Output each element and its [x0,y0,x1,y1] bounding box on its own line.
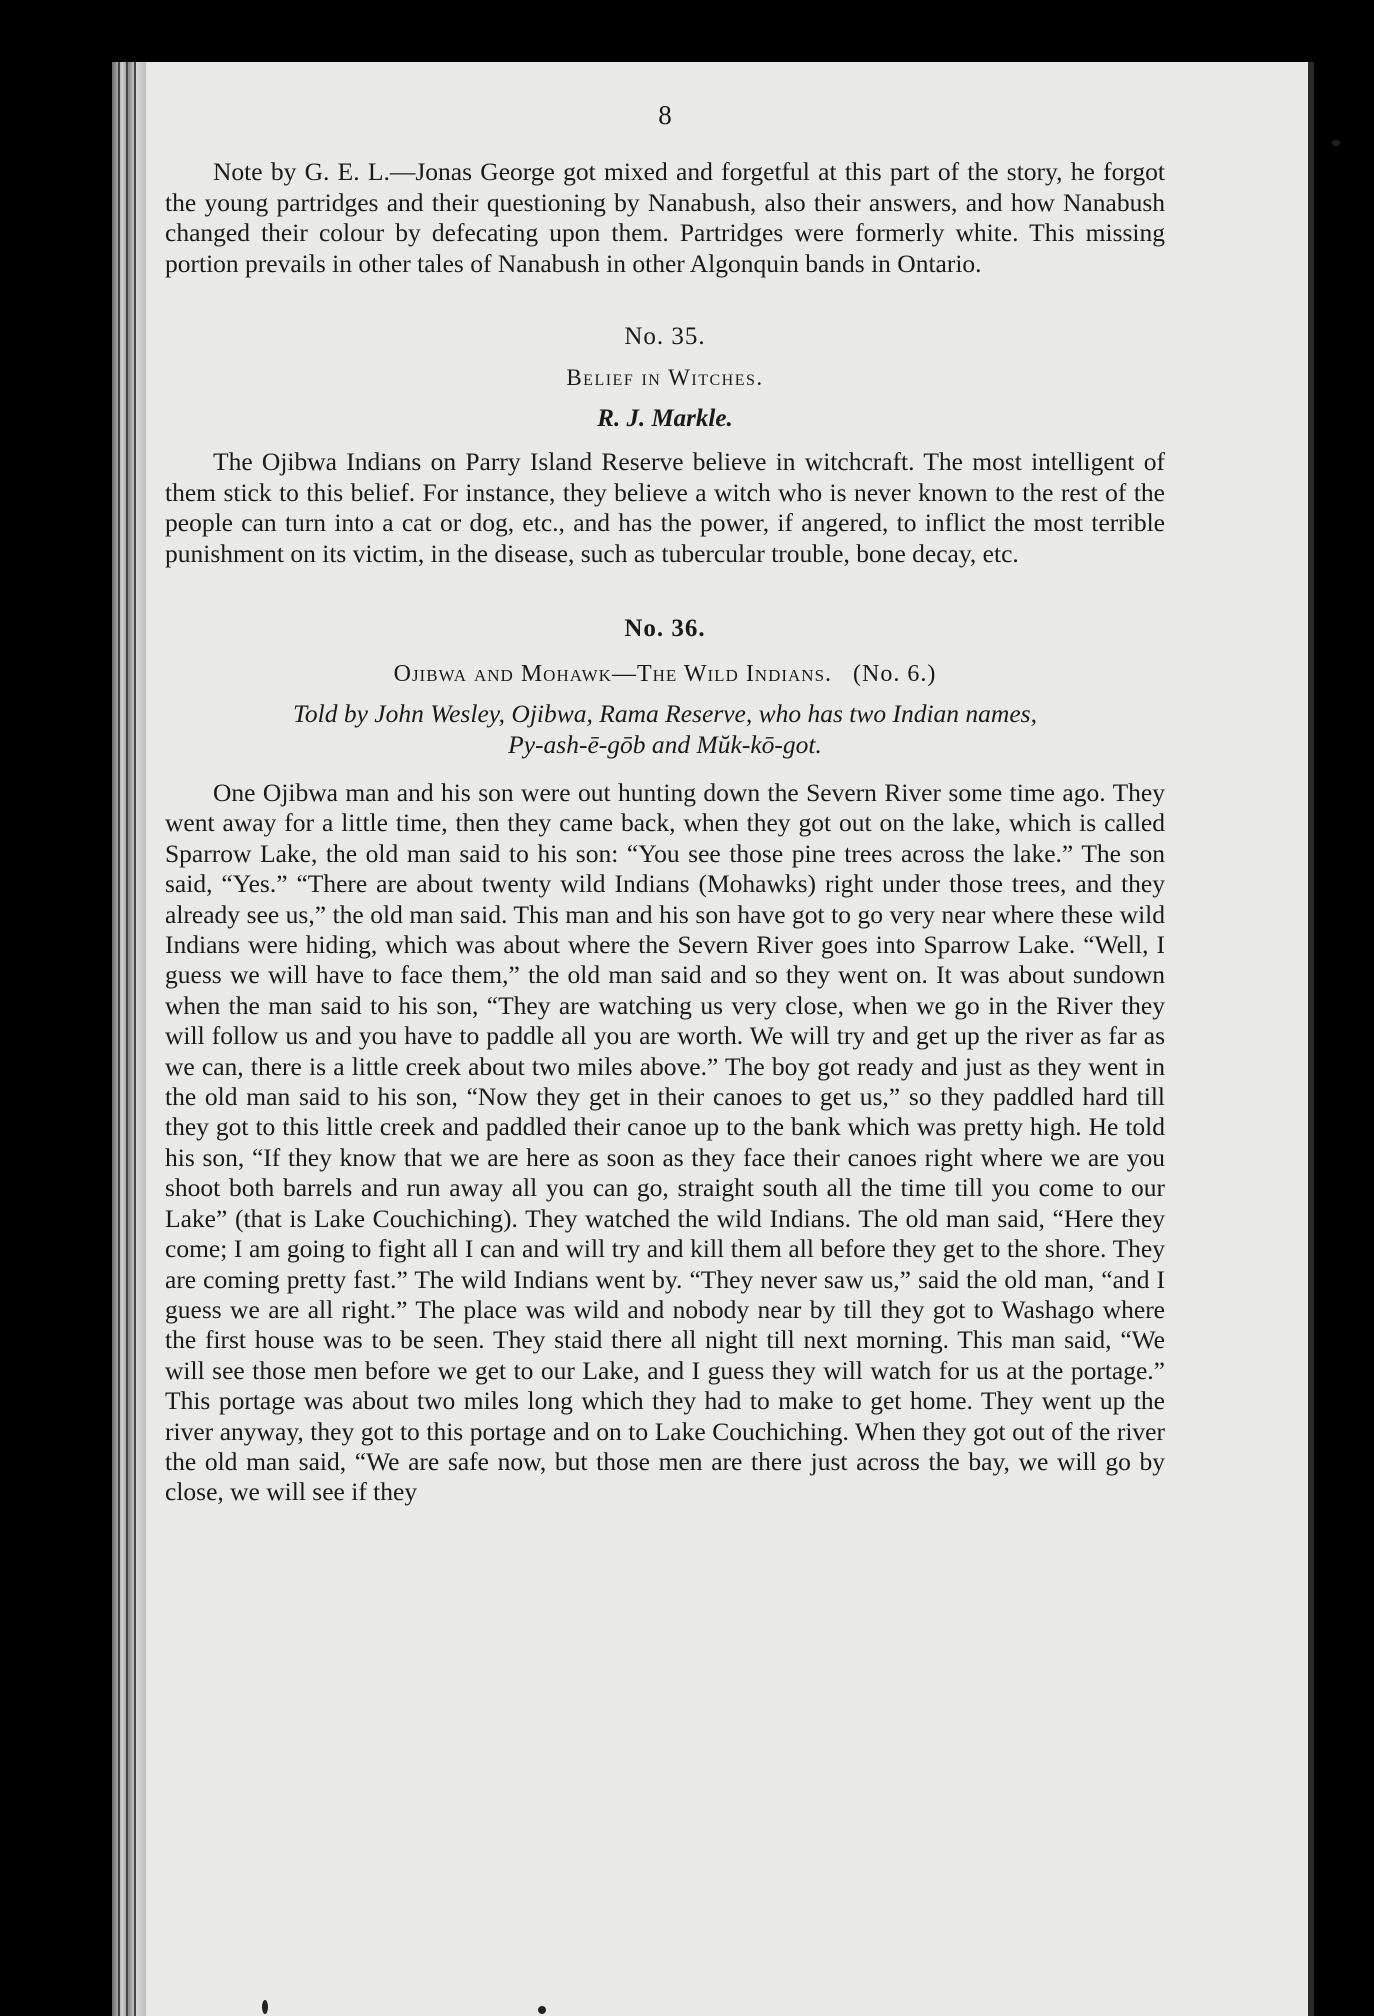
spine-line [118,62,120,2016]
section-number-36: No. 36. [624,615,706,642]
section-title-36-text: Ojibwa and Mohawk—The Wild Indians. [393,661,833,687]
scan-speck [538,2006,546,2014]
page-number: 8 [658,100,672,130]
section-subnumber-36: (No. 6.) [853,661,937,687]
editor-note: Note by G. E. L.—Jonas George got mixed and forgetful at this part of the story, he forgot the young partridges and their questioning by Nanabush, also their answers, and how Nanabush changed their colour by defecating upon them. Partridges were formerly white. This missing portion prevails in other tales of Nanabush in other Algonquin bands in Ontario. [165,157,1165,278]
section-body-36: One Ojibwa man and his son were out hunting down the Severn River some time ago. They went away for a little time, then they came back, when they got out on the lake, which is called Sparrow Lake, the old man said to his son: “You see those pine trees across the lake.” The son said, “Yes.” “There are about twenty wild Indians (Mohawks) right under those trees, and they already see us,” the old man said. This man and his son have got to go very near where these wild Indians were hiding, which was about where the Severn River goes into Sparrow Lake. “Well, I guess we will have to face them,” the old man said and so they went on. It was about sundown when the man said to his son, “They are watching us very close, when we go in the River they will follow us and you have to paddle all you are worth. We will try and get up the river as far as we can, there is a little creek about two miles above.” The boy got ready and just as they went in the old man said to his son, “Now they get in their canoes to get us,” so they paddled hard till they got to this little creek and paddled their canoe up to the bank which was pretty high. He told his son, “If they know that we are here as soon as they face their canoes right where we are you shoot both barrels and run away all you can go, straight south all the time till you come to our Lake” (that is Lake Couchiching). They watched the wild Indians. The old man said, “Here they come; I am going to fight all I can and will try and kill them all before they get to the shore. They are coming pretty fast.” The wild Indians went by. “They never saw us,” said the old man, “and I guess we are all right.” The place was wild and nobody near by till they got to Washago where the first house was to be seen. They staid there all night till next morning. This man said, “We will see those men before we get to our Lake, and I guess they will watch for us at the portage.” This portage was about two miles long which they had to make to get home. They went up the river anyway, they got to this portage and on to Lake Couchiching. When they got out of the river the old man said, “We are safe now, but those men are there just across the bay, we will go by close, we will see if they [165,778,1165,1507]
told-by [165,698,1165,760]
section-author-35: R. J. Markle. [597,405,733,432]
page-text [165,100,1165,1508]
section-title-36 [165,661,1165,688]
book-spine [112,62,146,2016]
scan-speck [1332,140,1340,146]
scan-speck [262,2000,268,2014]
page-edge [1308,62,1314,2016]
spine-line [134,62,136,2016]
section-number-35: No. 35. [624,323,706,350]
told-by-line-2: Py-ash-ē-gōb and Mŭk-kō-got. [508,730,822,759]
section-body-35: The Ojibwa Indians on Parry Island Reserve believe in witchcraft. The most intelligent of them stick to this belief. For instance, they believe a witch who is never known to the rest of the people can turn into a cat or dog, etc., and has the power, if angered, to inflict the most terrible punishment on its victim, in the disease, such as tubercular trouble, bone decay, etc. [165,447,1165,568]
told-by-line-1: Told by John Wesley, Ojibwa, Rama Reserve, who has two Indian names, [293,699,1037,728]
spine-line [126,62,128,2016]
section-title-35: Belief in Witches. [566,365,764,390]
